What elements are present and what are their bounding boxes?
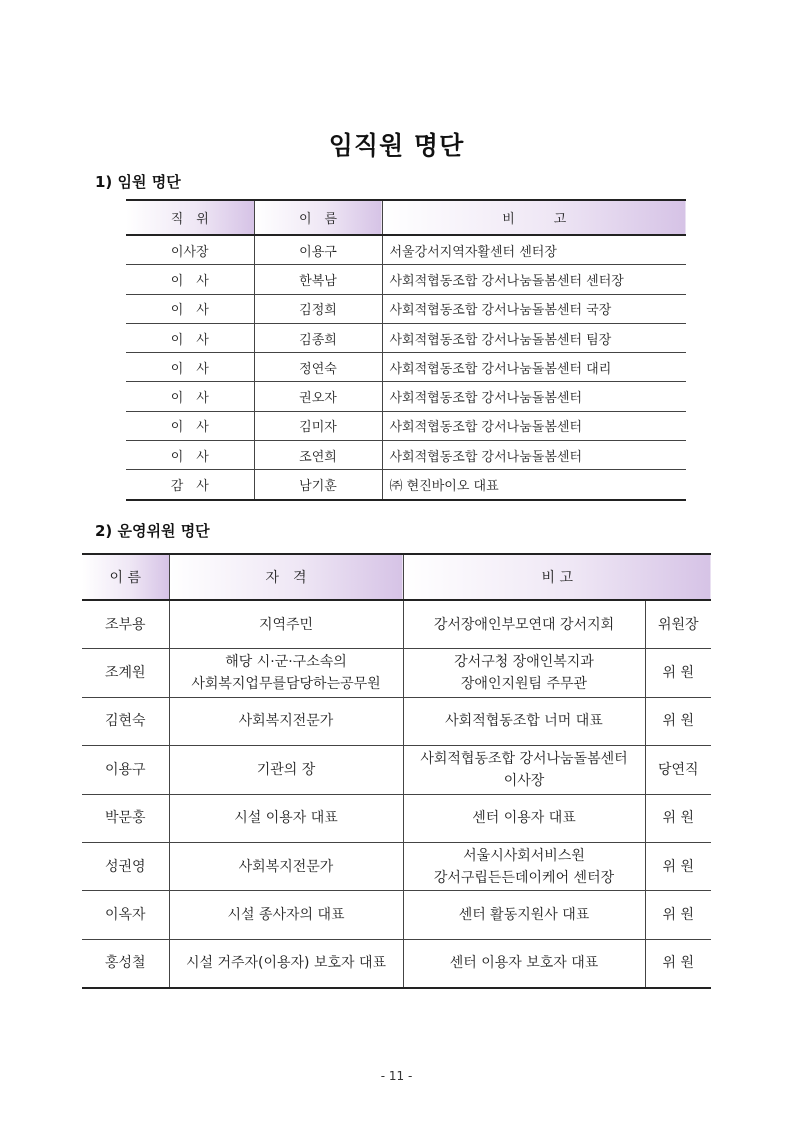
- role-cell: 위 원: [645, 697, 711, 745]
- note-line: 강서구립든든데이케어 센터장: [433, 869, 615, 886]
- note-line: 사회적협동조합 너머 대표: [445, 713, 603, 730]
- qualification-line: 시설 거주자(이용자) 보호자 대표: [185, 955, 387, 972]
- position-cell: 이 사: [126, 294, 254, 323]
- note-line: 사회적협동조합 강서나눔돌봄센터: [420, 750, 628, 767]
- note-cell: 사회적협동조합 강서나눔돌봄센터: [382, 411, 686, 440]
- note-line: 이사장: [503, 772, 545, 789]
- note-cell: [403, 794, 645, 842]
- header-name: 이 름: [82, 554, 169, 600]
- position-cell: 이 사: [126, 323, 254, 352]
- qualification-cell: [169, 697, 403, 745]
- note-line: 센터 활동지원사 대표: [458, 907, 590, 924]
- note-cell: 사회적협동조합 강서나눔돌봄센터 대리: [382, 353, 686, 382]
- qualification-line: 지역주민: [258, 616, 314, 633]
- table-header-row: [82, 554, 711, 600]
- table-row: [82, 649, 711, 697]
- qualification-line: 기관의 장: [256, 761, 316, 778]
- table-row: [126, 382, 686, 411]
- page-number: - 11 -: [380, 1069, 413, 1083]
- role-cell: 위원장: [645, 600, 711, 649]
- role-cell: 위 원: [645, 794, 711, 842]
- qualification-line: 사회복지업무를담당하는공무원: [191, 676, 381, 693]
- name-cell: 박문홍: [82, 794, 169, 842]
- note-cell: [403, 842, 645, 890]
- committee-table: [82, 553, 711, 989]
- header-note: 비 고: [403, 554, 711, 600]
- table-row: [82, 600, 711, 649]
- name-cell: 김종희: [254, 323, 382, 352]
- table-row: [126, 323, 686, 352]
- note-line: 장애인지원팀 주무관: [460, 676, 588, 693]
- note-cell: [403, 600, 645, 649]
- table-row: [82, 842, 711, 890]
- table-row: [82, 939, 711, 988]
- name-cell: 성권영: [82, 842, 169, 890]
- name-cell: 남기훈: [254, 470, 382, 500]
- position-cell: 이 사: [126, 265, 254, 294]
- note-cell: [403, 649, 645, 697]
- role-cell: 위 원: [645, 842, 711, 890]
- table-row: [126, 353, 686, 382]
- qualification-line: 시설 이용자 대표: [234, 810, 338, 827]
- header-note: 비 고: [382, 200, 686, 235]
- note-line: 센터 이용자 보호자 대표: [449, 955, 599, 972]
- note-cell: [403, 697, 645, 745]
- section-heading-executives: 1) 임원 명단: [95, 173, 181, 191]
- name-cell: 정연숙: [254, 353, 382, 382]
- note-cell: 사회적협동조합 강서나눔돌봄센터: [382, 441, 686, 470]
- name-cell: 조계원: [82, 649, 169, 697]
- table-row: [126, 235, 686, 265]
- position-cell: 이 사: [126, 411, 254, 440]
- note-line: 센터 이용자 대표: [472, 810, 576, 827]
- name-cell: 조부용: [82, 600, 169, 649]
- qualification-cell: [169, 891, 403, 939]
- note-cell: [403, 891, 645, 939]
- note-line: 강서장애인부모연대 강서지회: [433, 616, 615, 633]
- page-title: 임직원 명단: [328, 131, 465, 160]
- name-cell: 조연희: [254, 441, 382, 470]
- table-row: [82, 794, 711, 842]
- qualification-cell: [169, 794, 403, 842]
- qualification-line: 시설 종사자의 대표: [227, 907, 345, 924]
- qualification-line: 사회복지전문가: [238, 858, 334, 875]
- position-cell: 이 사: [126, 441, 254, 470]
- section-heading-committee: 2) 운영위원 명단: [95, 522, 210, 540]
- note-line: 강서구청 장애인복지과: [454, 654, 594, 671]
- table-row: [126, 265, 686, 294]
- table-row: [126, 441, 686, 470]
- header-qualification: 자 격: [169, 554, 403, 600]
- note-line: 서울시사회서비스원: [463, 847, 585, 864]
- name-cell: 이용구: [82, 746, 169, 794]
- name-cell: 권오자: [254, 382, 382, 411]
- table-row: [126, 294, 686, 323]
- qualification-cell: [169, 649, 403, 697]
- name-cell: 이옥자: [82, 891, 169, 939]
- executives-table: [126, 199, 686, 501]
- position-cell: 감 사: [126, 470, 254, 500]
- name-cell: 김정희: [254, 294, 382, 323]
- table-row: [82, 891, 711, 939]
- qualification-cell: [169, 600, 403, 649]
- table-row: [126, 411, 686, 440]
- qualification-cell: [169, 746, 403, 794]
- name-cell: 이용구: [254, 235, 382, 265]
- note-cell: [403, 939, 645, 988]
- note-cell: 사회적협동조합 강서나눔돌봄센터 국장: [382, 294, 686, 323]
- role-cell: 위 원: [645, 649, 711, 697]
- qualification-cell: [169, 939, 403, 988]
- name-cell: 김현숙: [82, 697, 169, 745]
- table-row: [126, 470, 686, 500]
- position-cell: 이사장: [126, 235, 254, 265]
- qualification-cell: [169, 842, 403, 890]
- table-header-row: [126, 200, 686, 235]
- note-cell: 사회적협동조합 강서나눔돌봄센터: [382, 382, 686, 411]
- note-cell: 사회적협동조합 강서나눔돌봄센터 센터장: [382, 265, 686, 294]
- name-cell: 한복남: [254, 265, 382, 294]
- note-cell: ㈜ 현진바이오 대표: [382, 470, 686, 500]
- role-cell: 위 원: [645, 939, 711, 988]
- table-row: [82, 746, 711, 794]
- header-name: 이 름: [254, 200, 382, 235]
- qualification-line: 사회복지전문가: [238, 713, 334, 730]
- header-position: 직 위: [126, 200, 254, 235]
- role-cell: 위 원: [645, 891, 711, 939]
- role-cell: 당연직: [645, 746, 711, 794]
- qualification-line: 해당 시·군·구소속의: [225, 654, 347, 671]
- note-cell: [403, 746, 645, 794]
- position-cell: 이 사: [126, 353, 254, 382]
- note-cell: 사회적협동조합 강서나눔돌봄센터 팀장: [382, 323, 686, 352]
- table-row: [82, 697, 711, 745]
- note-cell: 서울강서지역자활센터 센터장: [382, 235, 686, 265]
- position-cell: 이 사: [126, 382, 254, 411]
- name-cell: 김미자: [254, 411, 382, 440]
- name-cell: 홍성철: [82, 939, 169, 988]
